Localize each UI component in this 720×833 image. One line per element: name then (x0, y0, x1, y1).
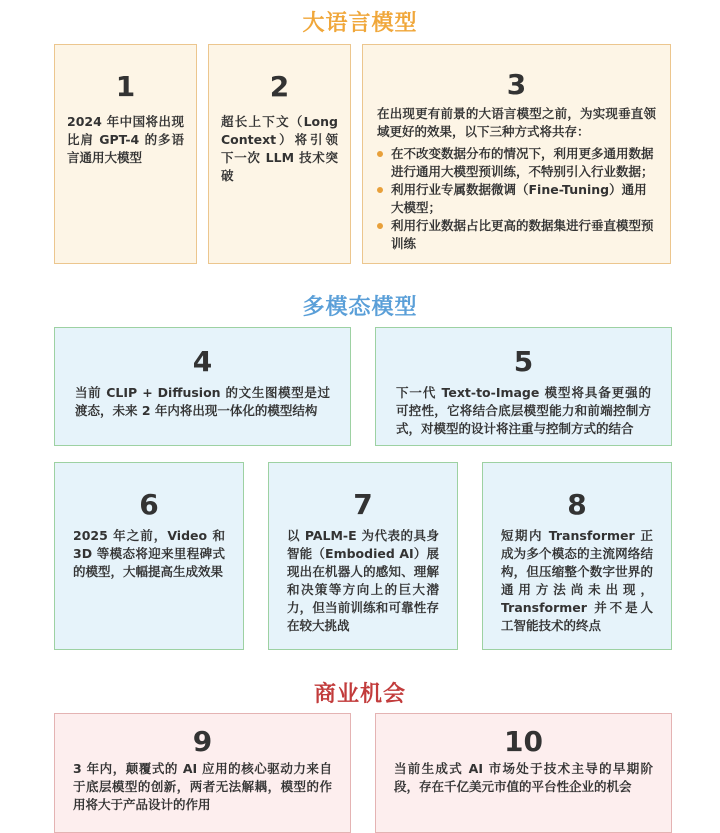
section-title-business: 商业机会 (313, 682, 406, 707)
prediction-card-9 (54, 713, 351, 833)
bullet-text: 利用行业专属数据微调（Fine-Tuning）通用大模型； (391, 182, 647, 215)
prediction-card-1 (54, 44, 197, 264)
prediction-card-7 (268, 462, 458, 650)
card-number: 1 (115, 70, 136, 103)
bullet-item (377, 181, 654, 217)
card-number: 2 (269, 70, 290, 103)
card-number: 5 (513, 345, 534, 378)
prediction-card-2 (208, 44, 351, 264)
prediction-card-3 (362, 44, 671, 264)
card-text: 下一代 Text-to-Image 模型将具备更强的可控性，它将结合底层模型能力和前端控制方式，对模型的设计将注重与控制方式的结合 (396, 385, 651, 436)
card-text: 短期内 Transformer 正成为多个模态的主流网络结构，但压缩整个数字世界的通用方法尚未出现，Transformer 并不是人工智能技术的终点 (501, 528, 653, 633)
prediction-card-10 (375, 713, 672, 833)
card-number: 10 (504, 725, 543, 758)
card-text: 在出现更有前景的大语言模型之前，为实现垂直领域更好的效果，以下三种方式将共存： (377, 106, 656, 139)
card-text: 2025 年之前，Video 和 3D 等模态将迎来里程碑式的模型，大幅提高生成效果 (73, 528, 225, 579)
bullet-item (377, 217, 654, 253)
card-text: 3 年内，颠覆式的 AI 应用的核心驱动力来自于底层模型的创新，两者无法解耦，模型的作用将大于产品设计的作用 (73, 761, 332, 812)
card-number: 3 (506, 68, 527, 101)
prediction-card-8 (482, 462, 672, 650)
card-number: 9 (192, 725, 213, 758)
bullet-dot-icon (377, 187, 383, 193)
card-number: 4 (192, 345, 213, 378)
card-text: 当前生成式 AI 市场处于技术主导的早期阶段，存在千亿美元市值的平台性企业的机会 (394, 761, 653, 794)
section-title-multimodal: 多模态模型 (302, 295, 418, 320)
card-number: 6 (139, 488, 159, 521)
card-text: 当前 CLIP + Diffusion 的文生图模型是过渡态，未来 2 年内将出现一体化的模型结构 (75, 385, 330, 418)
card-number: 8 (567, 488, 587, 521)
bullet-text: 在不改变数据分布的情况下，利用更多通用数据进行通用大模型预训练，不特别引入行业数据； (391, 146, 654, 179)
bullet-list (363, 145, 670, 253)
bullet-dot-icon (377, 151, 383, 157)
bullet-text: 利用行业数据占比更高的数据集进行垂直模型预训练 (391, 218, 654, 251)
section-title-llm: 大语言模型 (302, 11, 418, 36)
prediction-card-4 (54, 327, 351, 446)
bullet-item (377, 145, 654, 181)
prediction-card-6 (54, 462, 244, 650)
card-text: 2024 年中国将出现比肩 GPT-4 的多语言通用大模型 (67, 114, 184, 165)
card-number: 7 (353, 488, 373, 521)
card-text: 以 PALM-E 为代表的具身智能（Embodied AI）展现出在机器人的感知、理解和决策等方向上的巨大潜力，但当前训练和可靠性存在较大挑战 (287, 528, 439, 633)
bullet-dot-icon (377, 223, 383, 229)
card-text: 超长上下文（Long Context）将引领下一次 LLM 技术突破 (221, 114, 338, 183)
prediction-card-5 (375, 327, 672, 446)
